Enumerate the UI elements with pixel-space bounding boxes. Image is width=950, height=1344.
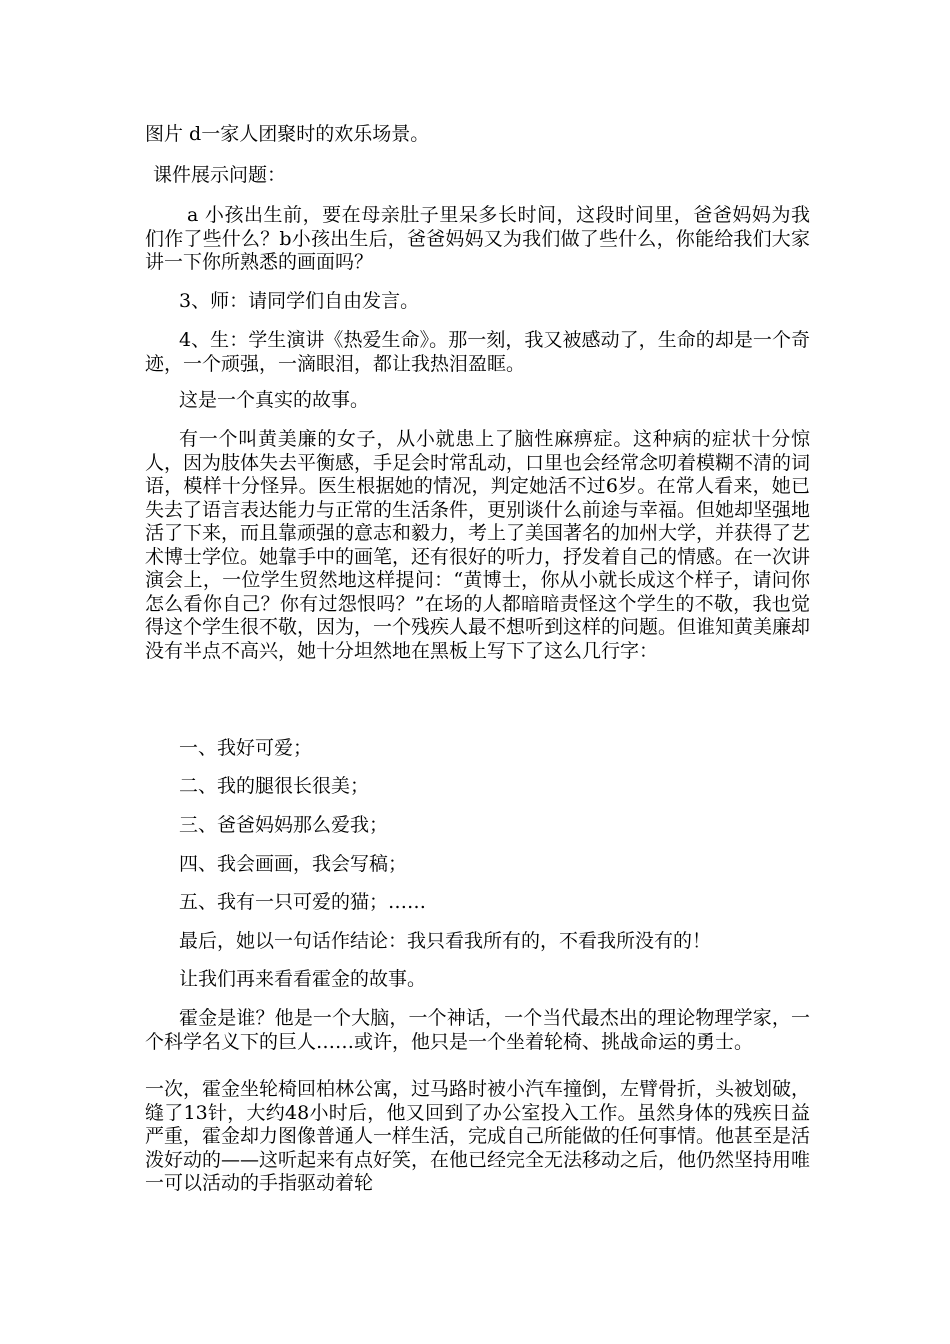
paragraph-courseware-heading: 课件展示问题： — [153, 164, 287, 186]
paragraph-student-speech: 4、生：学生演讲《热爱生命》。那一刻，我又被感动了，生命的却是一个奇迹，一个顽强，一滴眼泪，都让我热泪盈眶。 — [145, 329, 810, 375]
paragraph-true-story: 这是一个真实的故事。 — [179, 389, 370, 411]
list-item-4: 四、我会画画，我会写稿； — [179, 853, 408, 875]
paragraph-who-is-hawking: 霍金是谁？他是一个大脑，一个神话，一个当代最杰出的理论物理学家，一个科学名义下的巨人……或许，他只是一个坐着轮椅、挑战命运的勇士。 — [145, 1007, 810, 1053]
list-item-2: 二、我的腿很长很美； — [179, 775, 370, 797]
paragraph-hawking-accident: 一次，霍金坐轮椅回柏林公寓，过马路时被小汽车撞倒，左臂骨折，头被划破，缝了13针，大约48小时后，他又回到了办公室投入工作。虽然身体的残疾日益严重，霍金却力图像普通人一样生活，完成自己所能做的任何事情。他甚至是活泼好动的——这听起来有点好笑，在他已经完全无法移动之后，他仍然坚持用唯一可以活动的手指驱动着轮 — [145, 1078, 811, 1194]
list-item-5: 五、我有一只可爱的猫；…… — [179, 891, 427, 913]
paragraph-conclusion: 最后，她以一句话作结论：我只看我所有的，不看我所没有的！ — [179, 930, 712, 952]
list-item-1: 一、我好可爱； — [179, 737, 313, 759]
paragraph-huang-meilian: 有一个叫黄美廉的女子，从小就患上了脑性麻痹症。这种病的症状十分惊人，因为肢体失去平衡感，手足会时常乱动，口里也会经常念叨着模糊不清的词语，模样十分怪异。医生根据她的情况，判定她活不过6岁。在常人看来，她已失去了语言表达能力与正常的生活条件，更别谈什么前途与幸福。但她却坚强地活了下来，而且靠顽强的意志和毅力，考上了美国著名的加州大学，并获得了艺术博士学位。她靠手中的画笔，还有很好的听力，抒发着自己的情感。在一次讲演会上，一位学生贸然地这样提问：“黄博士，你从小就长成这个样子，请问你怎么看你自己？你有过怨恨吗？”在场的人都暗暗责怪这个学生的不敬，我也觉得这个学生很不敬，因为，一个残疾人最不想听到这样的问题。但谁知黄美廉却没有半点不高兴，她十分坦然地在黑板上写下了这么几行字： — [145, 428, 811, 662]
paragraph-questions: a 小孩出生前，要在母亲肚子里呆多长时间，这段时间里，爸爸妈妈为我们作了些什么？b小孩出生后，爸爸妈妈又为我们做了些什么，你能给我们大家讲一下你所熟悉的画面吗？ — [145, 204, 810, 273]
paragraph-teacher: 3、师：请同学们自由发言。 — [179, 290, 420, 312]
paragraph-hawking-intro: 让我们再来看看霍金的故事。 — [179, 968, 427, 990]
list-item-3: 三、爸爸妈妈那么爱我； — [179, 814, 389, 836]
paragraph-picture-d: 图片 d一家人团聚时的欢乐场景。 — [145, 123, 430, 145]
